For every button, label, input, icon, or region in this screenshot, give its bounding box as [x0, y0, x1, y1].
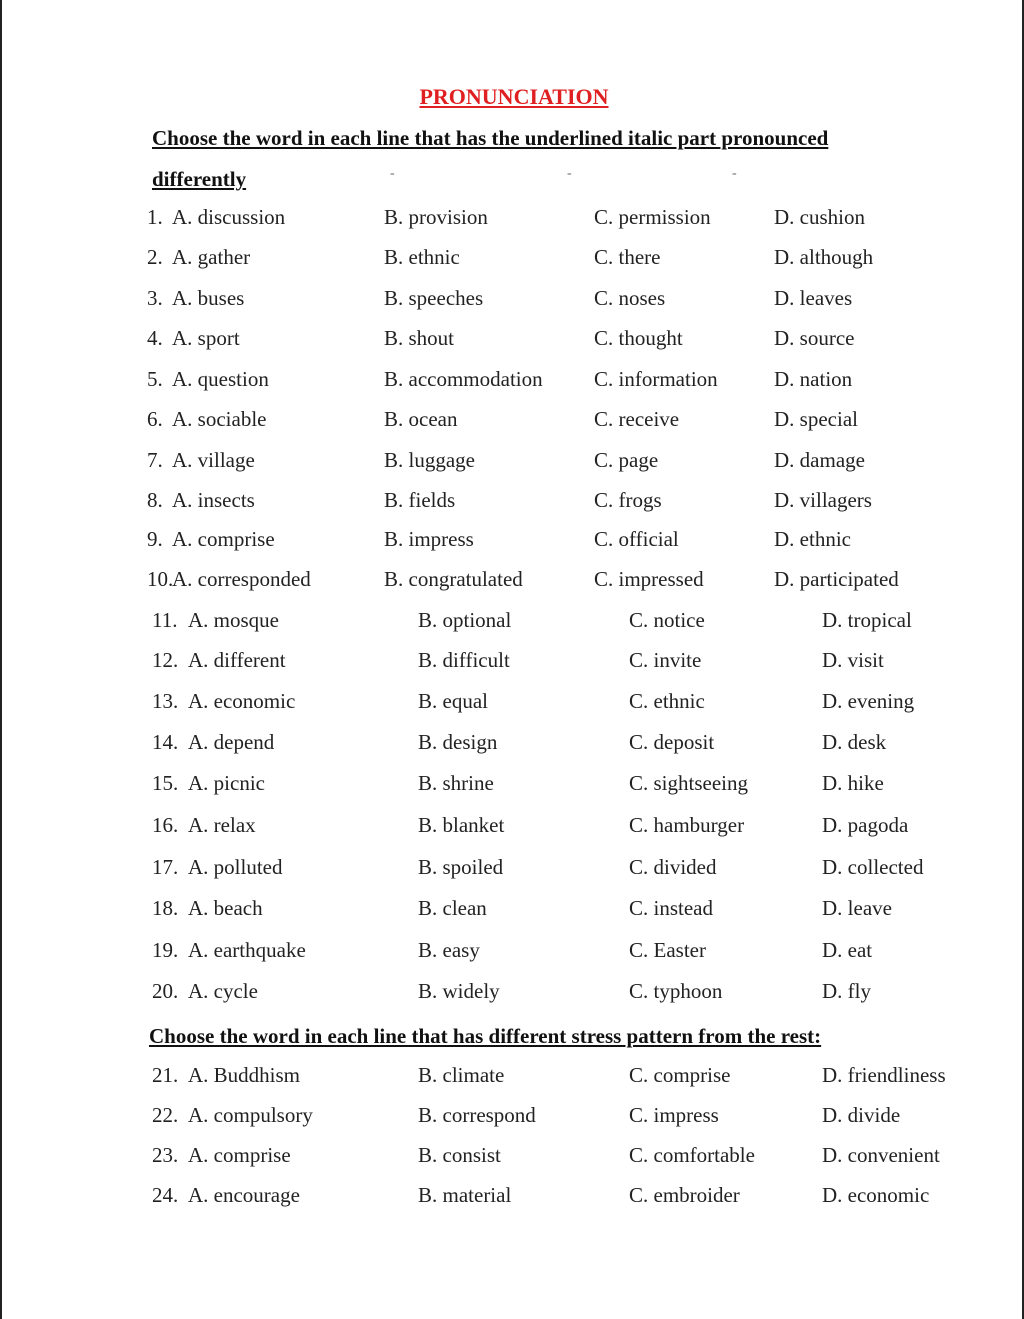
- question-row: [2, 367, 1024, 397]
- question-row: [2, 448, 1024, 478]
- option-b: B. clean: [418, 896, 487, 920]
- option-b: B. climate: [418, 1063, 505, 1087]
- option-c: C. typhoon: [629, 979, 723, 1003]
- option-c: C. permission: [594, 205, 711, 229]
- question-number: 21.: [152, 1063, 179, 1087]
- option-d: D. divide: [822, 1103, 901, 1127]
- question-number: 13.: [152, 689, 179, 713]
- option-b: B. widely: [418, 979, 500, 1003]
- question-number: 6.: [147, 407, 163, 431]
- option-b: B. impress: [384, 527, 474, 551]
- option-d: D. source: [774, 326, 855, 350]
- option-a: A. buses: [172, 286, 245, 310]
- option-b: B. equal: [418, 689, 488, 713]
- option-c: C. hamburger: [629, 813, 745, 837]
- question-number: 9.: [147, 527, 163, 551]
- option-a: A. corresponded: [172, 567, 311, 591]
- question-row: [2, 979, 1024, 1009]
- option-d: D. leaves: [774, 286, 853, 310]
- question-number: 17.: [152, 855, 179, 879]
- question-row: [2, 689, 1024, 719]
- option-b: B. difficult: [418, 648, 510, 672]
- option-b: B. spoiled: [418, 855, 504, 879]
- question-row: [2, 648, 1024, 678]
- instruction-stress: Choose the word in each line that has different stress pattern from the rest:: [149, 1024, 822, 1048]
- option-d: D. convenient: [822, 1143, 940, 1167]
- question-number: 1.: [147, 205, 163, 229]
- option-a: A. beach: [188, 896, 263, 920]
- question-number: 2.: [147, 245, 163, 269]
- option-a: A. comprise: [172, 527, 275, 551]
- option-d: D. participated: [774, 567, 899, 591]
- option-a: A. compulsory: [188, 1103, 313, 1127]
- option-a: A. sociable: [172, 407, 267, 431]
- option-a: A. picnic: [188, 771, 265, 795]
- question-number: 7.: [147, 448, 163, 472]
- option-c: C. receive: [594, 407, 680, 431]
- option-d: D. collected: [822, 855, 924, 879]
- option-b: B. consist: [418, 1143, 501, 1167]
- option-c: C. impress: [629, 1103, 719, 1127]
- option-b: B. provision: [384, 205, 488, 229]
- option-c: C. notice: [629, 608, 705, 632]
- option-d: D. visit: [822, 648, 884, 672]
- option-a: A. earthquake: [188, 938, 306, 962]
- option-a: A. encourage: [188, 1183, 300, 1207]
- option-a: A. Buddhism: [188, 1063, 301, 1087]
- option-c: C. noses: [594, 286, 666, 310]
- option-c: C. instead: [629, 896, 713, 920]
- question-row: [2, 938, 1024, 968]
- question-number: 11.: [152, 608, 178, 632]
- question-row: [2, 407, 1024, 437]
- option-d: D. hike: [822, 771, 884, 795]
- option-c: C. official: [594, 527, 679, 551]
- question-number: 18.: [152, 896, 179, 920]
- question-row: [2, 286, 1024, 316]
- option-a: A. mosque: [188, 608, 279, 632]
- question-row: [2, 730, 1024, 760]
- option-a: A. relax: [188, 813, 256, 837]
- option-c: C. frogs: [594, 488, 662, 512]
- question-row: [2, 205, 1024, 235]
- question-number: 3.: [147, 286, 163, 310]
- option-d: D. evening: [822, 689, 915, 713]
- option-a: A. discussion: [172, 205, 286, 229]
- option-c: C. Easter: [629, 938, 706, 962]
- option-b: B. luggage: [384, 448, 475, 472]
- stray-mark: -: [390, 166, 395, 181]
- option-d: D. villagers: [774, 488, 872, 512]
- option-a: A. different: [188, 648, 286, 672]
- option-d: D. cushion: [774, 205, 865, 229]
- question-number: 14.: [152, 730, 179, 754]
- question-number: 10.: [147, 567, 174, 591]
- question-number: 5.: [147, 367, 163, 391]
- option-c: C. invite: [629, 648, 702, 672]
- option-c: C. comfortable: [629, 1143, 755, 1167]
- option-c: C. information: [594, 367, 718, 391]
- question-number: 4.: [147, 326, 163, 350]
- option-a: A. comprise: [188, 1143, 291, 1167]
- option-b: B. blanket: [418, 813, 505, 837]
- option-b: B. material: [418, 1183, 512, 1207]
- option-a: A. insects: [172, 488, 255, 512]
- question-row: [2, 567, 1024, 597]
- option-d: D. pagoda: [822, 813, 909, 837]
- option-a: A. polluted: [188, 855, 283, 879]
- option-d: D. tropical: [822, 608, 912, 632]
- option-b: B. shrine: [418, 771, 494, 795]
- option-d: D. ethnic: [774, 527, 851, 551]
- option-d: D. friendliness: [822, 1063, 946, 1087]
- question-row: [2, 1183, 1024, 1213]
- option-b: B. correspond: [418, 1103, 536, 1127]
- instruction-pronunciation: Choose the word in each line that has the underlined italic part pronounced: [152, 126, 829, 150]
- option-d: D. desk: [822, 730, 887, 754]
- option-d: D. although: [774, 245, 874, 269]
- option-b: B. easy: [418, 938, 480, 962]
- stray-mark: -: [567, 166, 572, 181]
- option-a: A. economic: [188, 689, 296, 713]
- question-row: [2, 1103, 1024, 1133]
- question-row: [2, 771, 1024, 801]
- question-row: [2, 488, 1024, 518]
- option-b: B. design: [418, 730, 498, 754]
- question-row: [2, 855, 1024, 885]
- question-row: [2, 1063, 1024, 1093]
- option-d: D. eat: [822, 938, 873, 962]
- option-d: D. fly: [822, 979, 871, 1003]
- option-a: A. depend: [188, 730, 275, 754]
- option-c: C. impressed: [594, 567, 704, 591]
- option-a: A. cycle: [188, 979, 258, 1003]
- option-c: C. deposit: [629, 730, 715, 754]
- question-row: [2, 527, 1024, 557]
- question-row: [2, 326, 1024, 356]
- option-c: C. thought: [594, 326, 683, 350]
- option-d: D. damage: [774, 448, 865, 472]
- question-number: 15.: [152, 771, 179, 795]
- option-b: B. shout: [384, 326, 455, 350]
- question-number: 8.: [147, 488, 163, 512]
- option-d: D. special: [774, 407, 858, 431]
- option-a: A. question: [172, 367, 269, 391]
- option-b: B. ethnic: [384, 245, 460, 269]
- question-row: [2, 608, 1024, 638]
- option-c: C. page: [594, 448, 659, 472]
- question-number: 19.: [152, 938, 179, 962]
- question-number: 24.: [152, 1183, 179, 1207]
- option-b: B. fields: [384, 488, 456, 512]
- question-row: [2, 245, 1024, 275]
- instruction-pronunciation-cont: differently: [152, 167, 247, 191]
- question-row: [2, 896, 1024, 926]
- option-a: A. village: [172, 448, 255, 472]
- question-number: 23.: [152, 1143, 179, 1167]
- option-d: D. economic: [822, 1183, 930, 1207]
- stray-mark: -: [732, 166, 737, 181]
- question-number: 16.: [152, 813, 179, 837]
- option-c: C. embroider: [629, 1183, 740, 1207]
- option-d: D. leave: [822, 896, 892, 920]
- option-b: B. accommodation: [384, 367, 543, 391]
- page-title: PRONUNCIATION: [419, 84, 609, 109]
- question-number: 20.: [152, 979, 179, 1003]
- option-c: C. comprise: [629, 1063, 731, 1087]
- question-number: 22.: [152, 1103, 179, 1127]
- option-c: C. sightseeing: [629, 771, 748, 795]
- option-c: C. there: [594, 245, 661, 269]
- option-b: B. congratulated: [384, 567, 523, 591]
- option-a: A. sport: [172, 326, 240, 350]
- option-a: A. gather: [172, 245, 251, 269]
- option-d: D. nation: [774, 367, 853, 391]
- question-row: [2, 1143, 1024, 1173]
- question-number: 12.: [152, 648, 179, 672]
- option-b: B. ocean: [384, 407, 458, 431]
- option-c: C. divided: [629, 855, 717, 879]
- option-b: B. optional: [418, 608, 512, 632]
- option-c: C. ethnic: [629, 689, 705, 713]
- question-row: [2, 813, 1024, 843]
- option-b: B. speeches: [384, 286, 484, 310]
